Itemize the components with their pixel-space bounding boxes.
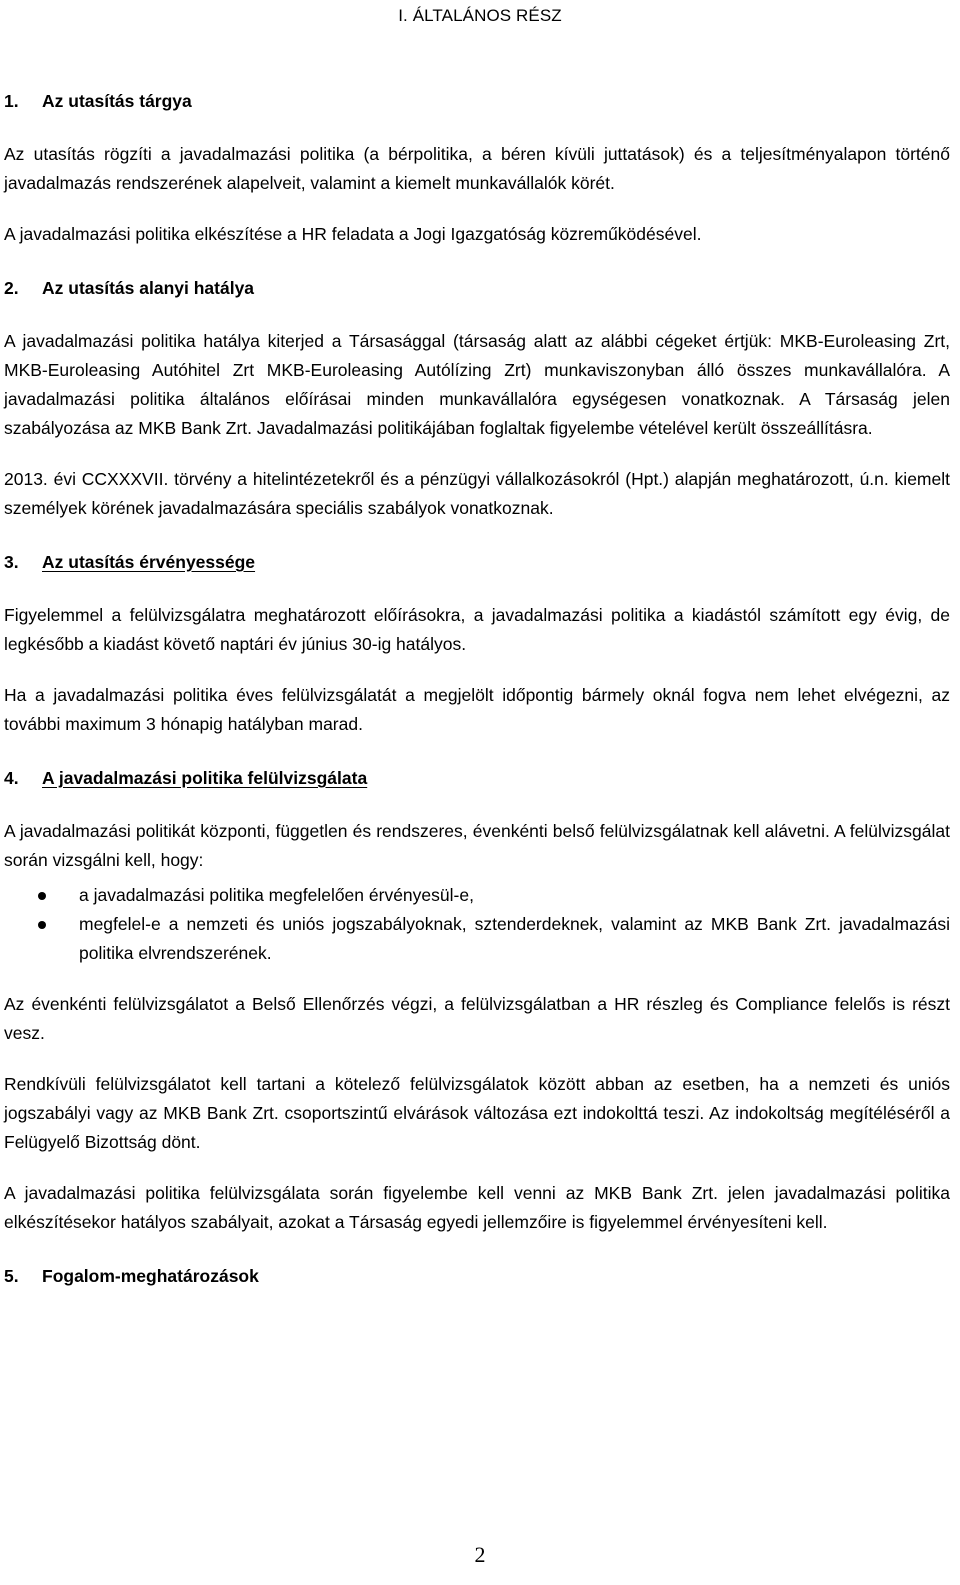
section-heading xyxy=(4,761,950,795)
section-title: Az utasítás alanyi hatálya xyxy=(42,278,255,298)
section-heading xyxy=(4,1259,950,1293)
paragraph: 2013. évi CCXXXVII. törvény a hitelintézetekről és a pénzügyi vállalkozásokról (Hpt.) alapján meghatározott, ú.n. kiemelt személyek körének javadalmazására speciális szabályok vonatkoznak. xyxy=(4,469,950,518)
section-title: Fogalom-meghatározások xyxy=(42,1266,259,1286)
section-title: Az utasítás érvényessége xyxy=(42,552,256,572)
section-title: A javadalmazási politika felülvizsgálata xyxy=(42,768,368,788)
bullet-icon xyxy=(38,921,46,929)
section-heading xyxy=(4,545,950,579)
paragraph: Rendkívüli felülvizsgálatot kell tartani a kötelező felülvizsgálatok között abban az esetben, ha a nemzeti és uniós jogszabályi vagy az MKB Bank Zrt. csoportszintű elvárások változása ezt indokolttá teszi. Az indokoltság megítéléséről a Felügyelő Bizottság dönt. xyxy=(4,1074,950,1152)
section-number: 4. xyxy=(4,768,19,788)
section-number: 1. xyxy=(4,91,19,111)
bullet-list xyxy=(4,881,950,968)
page-number: 2 xyxy=(474,1542,486,1567)
paragraph: Az évenkénti felülvizsgálatot a Belső Ellenőrzés végzi, a felülvizsgálatban a HR részleg és Compliance felelős is részt vesz. xyxy=(4,994,950,1043)
section-number: 3. xyxy=(4,552,19,572)
paragraph: Az utasítás rögzíti a javadalmazási politika (a bérpolitika, a béren kívüli juttatások) és a teljesítményalapon történő javadalmazás rendszerének alapelveit, valamint a kiemelt munkavállalók körét. xyxy=(4,144,950,193)
list-item-text: a javadalmazási politika megfelelően érvényesül-e, xyxy=(79,885,474,905)
section-title: Az utasítás tárgya xyxy=(42,91,192,111)
list-item-text: megfelel-e a nemzeti és uniós jogszabályoknak, sztenderdeknek, valamint az MKB Bank Zrt. javadalmazási politika elvrendszerének. xyxy=(79,914,950,963)
section-heading xyxy=(4,84,950,118)
paragraph: A javadalmazási politika hatálya kiterjed a Társasággal (társaság alatt az alábbi cégeket értjük: MKB-Euroleasing Zrt, MKB-Euroleasing Autóhitel Zrt MKB-Euroleasing Autólízing Zrt) munkaviszonyban álló összes munkavállalóra. A javadalmazási politika általános előírásai minden munkavállalóra egységesen vonatkoznak. A Társaság jelen szabályozása az MKB Bank Zrt. Javadalmazási politikájában foglaltak figyelembe vételével került összeállításra. xyxy=(4,331,950,438)
paragraph: A javadalmazási politikát központi, független és rendszeres, évenkénti belső felülvizsgálatnak kell alávetni. A felülvizsgálat során vizsgálni kell, hogy: xyxy=(4,821,950,870)
part-title: I. ÁLTALÁNOS RÉSZ xyxy=(398,6,562,25)
bullet-icon xyxy=(38,892,46,900)
paragraph: A javadalmazási politika elkészítése a HR feladata a Jogi Igazgatóság közreműködésével. xyxy=(4,224,702,244)
paragraph: Figyelemmel a felülvizsgálatra meghatározott előírásokra, a javadalmazási politika a kiadástól számított egy évig, de legkésőbb a kiadást követő naptári év június 30-ig hatályos. xyxy=(4,605,950,654)
paragraph: A javadalmazási politika felülvizsgálata során figyelembe kell venni az MKB Bank Zrt. jelen javadalmazási politika elkészítésekor hatályos szabályait, azokat a Társaság egyedi jellemzőire is figyelemmel érvényesíteni kell. xyxy=(4,1183,950,1232)
section-number: 5. xyxy=(4,1266,19,1286)
section-number: 2. xyxy=(4,278,19,298)
document-body xyxy=(4,84,950,1293)
list-item xyxy=(4,881,950,910)
list-item xyxy=(4,910,950,968)
section-heading xyxy=(4,271,950,305)
paragraph: Ha a javadalmazási politika éves felülvizsgálatát a megjelölt időpontig bármely oknál fogva nem lehet elvégezni, az további maximum 3 hónapig hatályban marad. xyxy=(4,685,950,734)
